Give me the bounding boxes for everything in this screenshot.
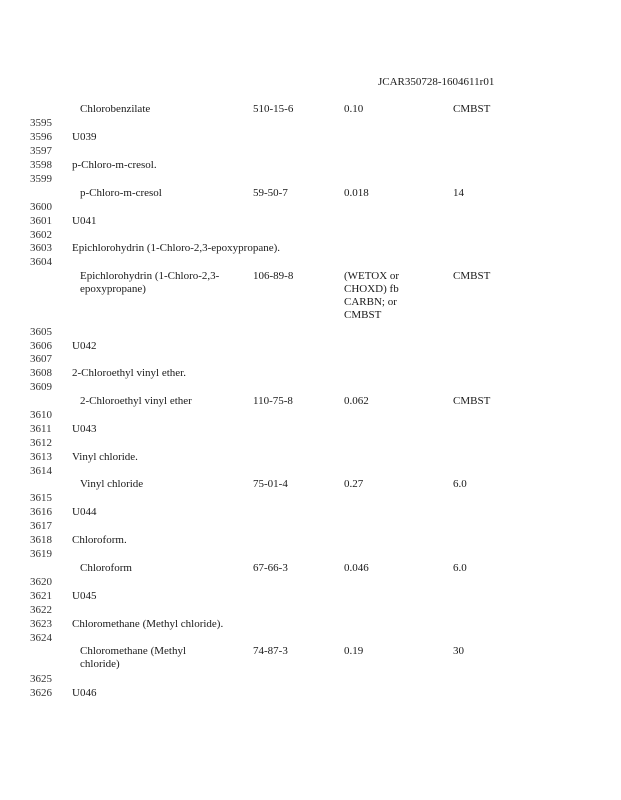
waste-heading: Epichlorohydrin (1-Chloro-2,3-epoxypropane). [72, 242, 281, 254]
line-number: 3597 [30, 145, 52, 157]
cas-number: 110-75-8 [253, 395, 293, 407]
line-number: 3600 [30, 201, 52, 213]
nonwastewater-standard: 30 [453, 645, 464, 657]
line-number: 3607 [30, 353, 52, 365]
waste-code: U044 [72, 506, 97, 518]
line-number: 3610 [30, 409, 52, 421]
line-number: 3622 [30, 604, 52, 616]
line-number: 3598 [30, 159, 52, 171]
constituent-name: Chloroform [80, 562, 132, 574]
cas-number: 74-87-3 [253, 645, 288, 657]
nonwastewater-standard: CMBST [453, 103, 491, 115]
line-number: 3602 [30, 229, 52, 241]
line-number: 3615 [30, 492, 52, 504]
wastewater-standard: 0.10 [344, 103, 364, 115]
line-number: 3605 [30, 326, 52, 338]
line-number: 3616 [30, 506, 52, 518]
line-number: 3611 [30, 423, 52, 435]
waste-heading: Chloroform. [72, 534, 127, 546]
line-number: 3609 [30, 381, 52, 393]
waste-heading: p-Chloro-m-cresol. [72, 159, 157, 171]
line-number: 3623 [30, 618, 52, 630]
line-number: 3608 [30, 367, 52, 379]
wastewater-standard: 0.19 [344, 645, 364, 657]
cas-number: 510-15-6 [253, 103, 294, 115]
wastewater-standard: 0.018 [344, 187, 369, 199]
wastewater-standard: 0.27 [344, 478, 364, 490]
line-number: 3599 [30, 173, 52, 185]
wastewater-standard: 0.062 [344, 395, 369, 407]
line-number: 3624 [30, 632, 52, 644]
line-number: 3619 [30, 548, 52, 560]
waste-code: U043 [72, 423, 97, 435]
nonwastewater-standard: 6.0 [453, 562, 467, 574]
constituent-name: Epichlorohydrin (1-Chloro-2,3-epoxypropane) [80, 270, 220, 295]
line-number: 3596 [30, 131, 52, 143]
nonwastewater-standard: 14 [453, 187, 464, 199]
nonwastewater-standard: CMBST [453, 270, 491, 282]
line-number: 3595 [30, 117, 52, 129]
constituent-name: 2-Chloroethyl vinyl ether [80, 395, 192, 407]
waste-code: U039 [72, 131, 97, 143]
nonwastewater-standard: 6.0 [453, 478, 467, 490]
line-number: 3618 [30, 534, 52, 546]
waste-heading: Chloromethane (Methyl chloride). [72, 618, 224, 630]
line-number: 3620 [30, 576, 52, 588]
waste-heading: 2-Chloroethyl vinyl ether. [72, 367, 186, 379]
line-number: 3617 [30, 520, 52, 532]
line-number: 3601 [30, 215, 52, 227]
constituent-name: Chloromethane (Methyl chloride) [80, 645, 187, 670]
line-number: 3613 [30, 451, 52, 463]
wastewater-standard: 0.046 [344, 562, 369, 574]
cas-number: 59-50-7 [253, 187, 288, 199]
waste-code: U042 [72, 340, 97, 352]
waste-code: U041 [72, 215, 97, 227]
waste-heading: Vinyl chloride. [72, 451, 138, 463]
constituent-name: Chlorobenzilate [80, 103, 151, 115]
line-number: 3625 [30, 673, 52, 685]
wastewater-standard: (WETOX or CHOXD) fb CARBN; or CMBST [344, 270, 400, 321]
waste-code: U045 [72, 590, 97, 602]
line-number: 3604 [30, 256, 52, 268]
line-number: 3606 [30, 340, 52, 352]
constituent-name: p-Chloro-m-cresol [80, 187, 162, 199]
waste-code: U046 [72, 687, 97, 699]
line-number: 3614 [30, 465, 52, 477]
line-number: 3621 [30, 590, 52, 602]
line-number: 3612 [30, 437, 52, 449]
line-number: 3603 [30, 242, 52, 254]
constituent-name: Vinyl chloride [80, 478, 144, 490]
cas-number: 67-66-3 [253, 562, 288, 574]
cas-number: 106-89-8 [253, 270, 294, 282]
line-number: 3626 [30, 687, 52, 699]
cas-number: 75-01-4 [253, 478, 288, 490]
document-id: JCAR350728-1604611r01 [378, 76, 495, 88]
nonwastewater-standard: CMBST [453, 395, 491, 407]
